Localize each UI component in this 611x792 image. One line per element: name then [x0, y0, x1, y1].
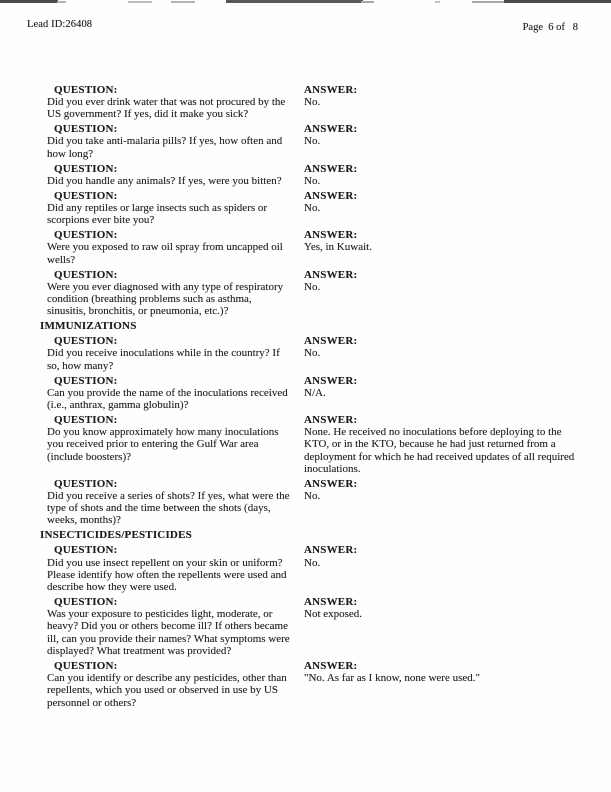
answer-column — [304, 375, 582, 399]
question-text: Did you use insect repellent on your skin or uniform? Please identify how often the repellents were used and describe how they were used. — [47, 556, 287, 594]
answer-text: None. He received no inoculations before deploying to the KTO, or in the KTO, because he had just returned from a deployment for which he had received updates of all required inoculations. — [304, 426, 575, 475]
qa-block — [0, 190, 611, 227]
question-column — [47, 84, 293, 121]
question-column — [47, 229, 293, 266]
scan-artifact-line — [435, 1, 440, 3]
answer-column — [304, 269, 582, 293]
answer-label: ANSWER: — [304, 596, 358, 609]
qa-block — [0, 596, 611, 657]
answer-column — [304, 660, 582, 684]
question-text: Can you identify or describe any pesticides, other than repellents, which you used or observed in use by US personnel or others? — [47, 672, 287, 709]
scan-artifact-line — [0, 0, 58, 3]
question-label: QUESTION: — [54, 659, 118, 672]
question-label: QUESTION: — [54, 123, 118, 136]
answer-label: ANSWER: — [304, 477, 358, 490]
answer-label: ANSWER: — [304, 229, 358, 242]
answer-label: ANSWER: — [304, 268, 358, 281]
qa-block — [0, 335, 611, 372]
answer-label: ANSWER: — [304, 189, 358, 202]
question-column — [47, 335, 293, 372]
answer-column — [304, 544, 582, 568]
section-title-insecticides-pesticides: INSECTICIDES/PESTICIDES — [40, 529, 192, 542]
question-column — [47, 660, 293, 709]
question-text: Did you ever drink water that was not procured by the US government? If yes, did it make you sick? — [47, 96, 286, 121]
qa-block — [0, 544, 611, 593]
question-column — [47, 414, 293, 463]
answer-label: ANSWER: — [304, 123, 358, 136]
qa-document-body — [0, 81, 611, 709]
question-column — [47, 123, 293, 160]
answer-column — [304, 229, 582, 253]
answer-text: "No. As far as I know, none were used." — [304, 672, 480, 685]
question-text: Can you provide the name of the inoculations received (i.e., anthrax, gamma globulin)? — [47, 386, 288, 412]
question-text: Did you handle any animals? If yes, were you bitten? — [47, 174, 282, 187]
question-column — [47, 544, 293, 593]
answer-label: ANSWER: — [304, 544, 358, 557]
answer-label: ANSWER: — [304, 659, 358, 672]
question-label: QUESTION: — [54, 162, 118, 175]
section-title-immunizations: IMMUNIZATIONS — [40, 320, 137, 333]
question-label: QUESTION: — [54, 83, 118, 96]
question-text: Did you receive inoculations while in the country? If so, how many? — [47, 347, 280, 372]
question-label: QUESTION: — [54, 335, 118, 348]
question-label: QUESTION: — [54, 189, 118, 202]
answer-column — [304, 84, 582, 108]
qa-block — [0, 478, 611, 527]
scan-artifact-line — [361, 1, 374, 3]
answer-column — [304, 478, 582, 502]
question-label: QUESTION: — [54, 596, 118, 609]
question-column — [47, 163, 293, 187]
question-column — [47, 596, 293, 657]
answer-label: ANSWER: — [304, 374, 358, 387]
answer-column — [304, 414, 582, 475]
scan-artifact-line — [171, 1, 195, 3]
qa-block — [0, 414, 611, 475]
question-label: QUESTION: — [54, 477, 118, 490]
scan-artifact-line — [128, 1, 152, 3]
answer-text: No. — [304, 174, 321, 187]
question-label: QUESTION: — [54, 229, 118, 242]
qa-block — [0, 660, 611, 709]
question-column — [47, 375, 293, 412]
answer-column — [304, 335, 582, 359]
answer-column — [304, 190, 582, 214]
question-label: QUESTION: — [54, 268, 118, 281]
question-text: Was your exposure to pesticides light, moderate, or heavy? Did you or others become ill? If others became ill, can you provide their names? What symptoms were displayed? What treatment was provided? — [47, 608, 290, 657]
answer-text: No. — [304, 556, 321, 569]
answer-text: Not exposed. — [304, 608, 363, 621]
question-text: Did any reptiles or large insects such as spiders or scorpions ever bite you? — [47, 202, 268, 227]
answer-text: No. — [304, 490, 321, 503]
scan-artifact-line — [57, 1, 66, 3]
page-number-label: Page 6 of 8 — [522, 22, 578, 33]
answer-text: N/A. — [304, 386, 326, 399]
scan-artifact-line — [226, 0, 363, 3]
answer-text: No. — [304, 347, 321, 360]
qa-block — [0, 163, 611, 187]
question-text: Were you ever diagnosed with any type of respiratory condition (breathing problems such as asthma, sinusitis, bronchitis, or pneumonia, etc.)? — [47, 280, 284, 318]
question-label: QUESTION: — [54, 414, 118, 427]
answer-label: ANSWER: — [304, 83, 358, 96]
qa-block — [0, 84, 611, 121]
qa-block — [0, 375, 611, 412]
answer-column — [304, 163, 582, 187]
question-label: QUESTION: — [54, 374, 118, 387]
question-text: Did you take anti-malaria pills? If yes, how often and how long? — [47, 135, 283, 160]
answer-text: Yes, in Kuwait. — [304, 241, 372, 254]
question-text: Do you know approximately how many inoculations you received prior to entering the Gulf War area (include boosters)? — [47, 426, 279, 463]
question-column — [47, 190, 293, 227]
answer-column — [304, 123, 582, 147]
answer-column — [304, 596, 582, 620]
answer-text: No. — [304, 280, 321, 293]
answer-text: No. — [304, 202, 321, 215]
lead-id-label: Lead ID:26408 — [27, 19, 93, 30]
question-column — [47, 478, 293, 527]
qa-block — [0, 229, 611, 266]
question-text: Were you exposed to raw oil spray from uncapped oil wells? — [47, 241, 283, 266]
question-label: QUESTION: — [54, 544, 118, 557]
scan-artifact-line — [472, 1, 505, 3]
answer-label: ANSWER: — [304, 335, 358, 348]
answer-label: ANSWER: — [304, 162, 358, 175]
question-text: Did you receive a series of shots? If yes, what were the type of shots and the time between the shots (days, weeks, months)? — [47, 490, 290, 527]
answer-text: No. — [304, 96, 321, 108]
scan-artifact-line — [504, 0, 611, 3]
qa-block — [0, 123, 611, 160]
qa-block — [0, 269, 611, 318]
question-column — [47, 269, 293, 318]
answer-text: No. — [304, 135, 321, 148]
answer-label: ANSWER: — [304, 414, 358, 427]
